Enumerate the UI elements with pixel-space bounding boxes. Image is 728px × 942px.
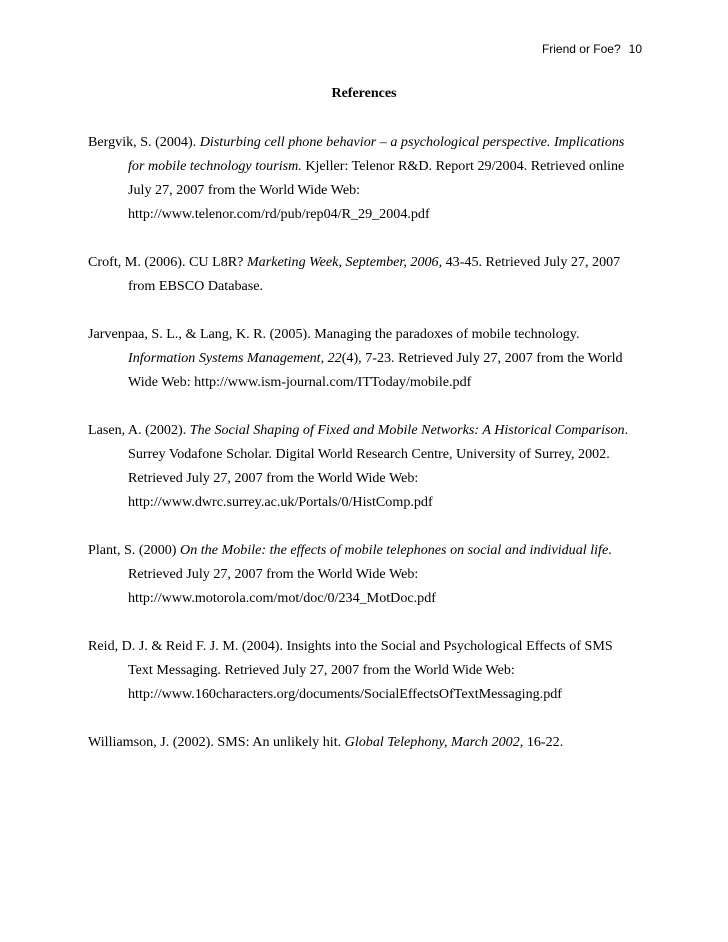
reference-italic-text: Global Telephony, March 2002,: [344, 734, 524, 750]
reference-text: http://www.telenor.com/rd/pub/rep04/R_29_2004.pdf: [128, 206, 430, 222]
page-title: References: [331, 86, 397, 101]
reference-italic-text: for mobile technology tourism.: [128, 158, 302, 174]
reference-line: [88, 538, 644, 562]
reference-line: [128, 202, 644, 226]
reference-text: from EBSCO Database.: [128, 278, 264, 294]
reference-line: [88, 130, 644, 154]
reference-line: [88, 250, 644, 274]
reference-line: [128, 586, 644, 610]
reference-text: Retrieved July 27, 2007 from the World Wide Web:: [128, 566, 419, 582]
reference-text: .: [624, 422, 629, 438]
reference-italic-text: Information Systems Management, 22: [128, 350, 342, 366]
reference-text: Jarvenpaa, S. L., & Lang, K. R. (2005). Managing the paradoxes of mobile technology.: [88, 326, 580, 342]
reference-text: Bergvik, S. (2004).: [88, 134, 200, 150]
reference-text: Reid, D. J. & Reid F. J. M. (2004). Insights into the Social and Psychological Effects of SMS: [88, 638, 613, 654]
reference-italic-text: Marketing Week, September, 2006,: [246, 254, 443, 270]
reference-text: Williamson, J. (2002). SMS: An unlikely hit.: [88, 734, 345, 750]
reference-text: http://www.dwrc.surrey.ac.uk/Portals/0/HistComp.pdf: [128, 494, 433, 510]
reference-line: [128, 490, 644, 514]
reference-text: Plant, S. (2000): [88, 542, 181, 558]
running-title: Friend or Foe?: [541, 42, 621, 56]
reference-entry: [88, 538, 644, 610]
reference-text: 16-22.: [523, 734, 564, 750]
reference-list: [88, 130, 644, 778]
reference-text: .: [608, 542, 612, 558]
reference-line: [128, 466, 644, 490]
running-head: [542, 42, 642, 56]
reference-line: [128, 442, 644, 466]
reference-text: Surrey Vodafone Scholar. Digital World Research Centre, University of Surrey, 2002.: [128, 446, 610, 462]
reference-text: Text Messaging. Retrieved July 27, 2007 from the World Wide Web:: [128, 662, 515, 678]
reference-text: http://www.motorola.com/mot/doc/0/234_MotDoc.pdf: [128, 590, 436, 606]
reference-entry: [88, 634, 644, 706]
reference-text: Wide Web: http://www.ism-journal.com/ITToday/mobile.pdf: [128, 374, 472, 390]
reference-line: [128, 370, 644, 394]
reference-line: [128, 658, 644, 682]
reference-entry: [88, 730, 644, 754]
reference-text: Kjeller: Telenor R&D. Report 29/2004. Retrieved online: [301, 158, 625, 174]
reference-line: [128, 274, 644, 298]
reference-text: Lasen, A. (2002).: [88, 422, 190, 438]
reference-line: [128, 562, 644, 586]
reference-line: [88, 730, 644, 754]
reference-line: [128, 682, 644, 706]
reference-italic-text: Disturbing cell phone behavior – a psychological perspective. Implications: [199, 134, 625, 150]
reference-entry: [88, 418, 644, 514]
page-number: 10: [628, 42, 642, 56]
reference-entry: [88, 250, 644, 298]
reference-line: [88, 634, 644, 658]
reference-line: [128, 154, 644, 178]
reference-line: [88, 322, 644, 346]
reference-text: (4), 7-23. Retrieved July 27, 2007 from the World: [341, 350, 623, 366]
reference-text: Croft, M. (2006). CU L8R?: [88, 254, 247, 270]
reference-text: http://www.160characters.org/documents/SocialEffectsOfTextMessaging.pdf: [128, 686, 562, 702]
reference-italic-text: The Social Shaping of Fixed and Mobile Networks: A Historical Comparison: [189, 422, 625, 438]
reference-line: [88, 418, 644, 442]
reference-line: [128, 178, 644, 202]
reference-line: [128, 346, 644, 370]
reference-text: Retrieved July 27, 2007 from the World Wide Web:: [128, 470, 419, 486]
reference-text: 43-45. Retrieved July 27, 2007: [442, 254, 621, 270]
reference-text: July 27, 2007 from the World Wide Web:: [128, 182, 361, 198]
reference-entry: [88, 322, 644, 394]
reference-italic-text: On the Mobile: the effects of mobile telephones on social and individual life: [180, 542, 609, 558]
reference-entry: [88, 130, 644, 226]
